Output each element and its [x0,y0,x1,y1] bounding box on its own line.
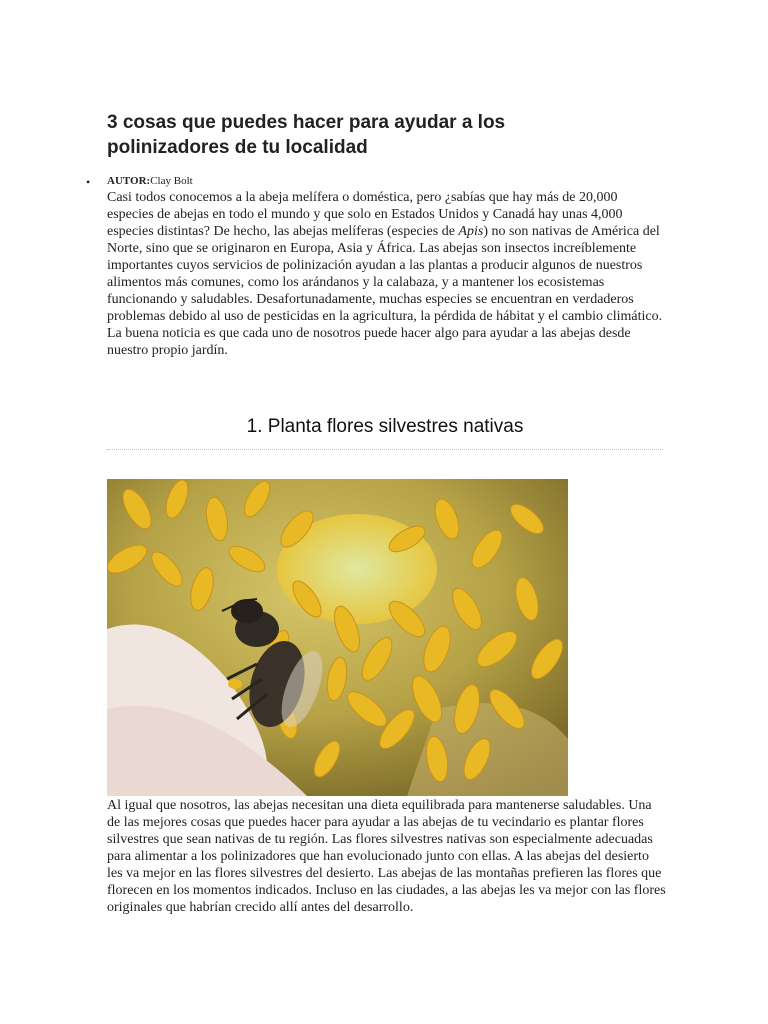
section-divider [107,449,663,450]
author-line [107,174,667,189]
article-intro [107,174,667,359]
section-heading: 1. Planta flores silvestres nativas [246,416,524,437]
bee-flower-illustration [107,479,568,796]
bee-on-flower-photo [107,479,568,796]
intro-italic-apis: Apis [458,224,484,239]
section-body: Al igual que nosotros, las abejas necesitan una dieta equilibrada para mantenerse saludables. Una de las mejores cosas que puedes hacer para ayudar a las abejas de tu vecindario es plantar flores silvestres que sean nativas de tu región. Las flores silvestres nativas son especialmente adecuadas para alimentar a los polinizadores que han evolucionado junto con ellas. A las abejas del desierto les va mejor en las flores silvestres del desierto. Las abejas de las montañas prefieren las flores que florecen en los momentos indicados. Incluso en las ciudades, a las abejas les va mejor con las flores originales que habrían crecido allí antes del desarrollo. [107,798,666,915]
bullet-marker: • [86,175,91,189]
intro-text-a: Casi todos conocemos a la abeja melífera o doméstica, pero ¿sabías que hay más de 20,000 especies de abejas en todo el mundo y que solo en Estados Unidos y Canadá hay unas 4,000 especies distintas? De hecho, las abejas melíferas (especies de [107,190,623,239]
author-label: AUTOR: [107,175,151,187]
intro-paragraph [107,189,667,325]
page-title: 3 cosas que puedes hacer para ayudar a los polinizadores de tu localidad [107,112,506,158]
intro-text-b: ) no son nativas de América del Norte, sino que se originaron en Europa, Asia y África. Las abejas son insectos increíblemente importantes cuyos servicios de polinización ayudan a las plantas a producir algunos de nuestros alimentos más comunes, como los arándanos y la calabaza, y a mantener los ecosistemas funcionando y saludables. Desafortunadamente, muchas especies se encuentran en verdaderos problemas debido al uso de pesticidas en la agricultura, la pérdida de hábitat y el cambio climático. [107,224,663,324]
author-name: Clay Bolt [150,175,193,187]
intro-paragraph-2: La buena noticia es que cada uno de nosotros puede hacer algo para ayudar a las abejas desde nuestro propio jardín. [107,326,631,358]
